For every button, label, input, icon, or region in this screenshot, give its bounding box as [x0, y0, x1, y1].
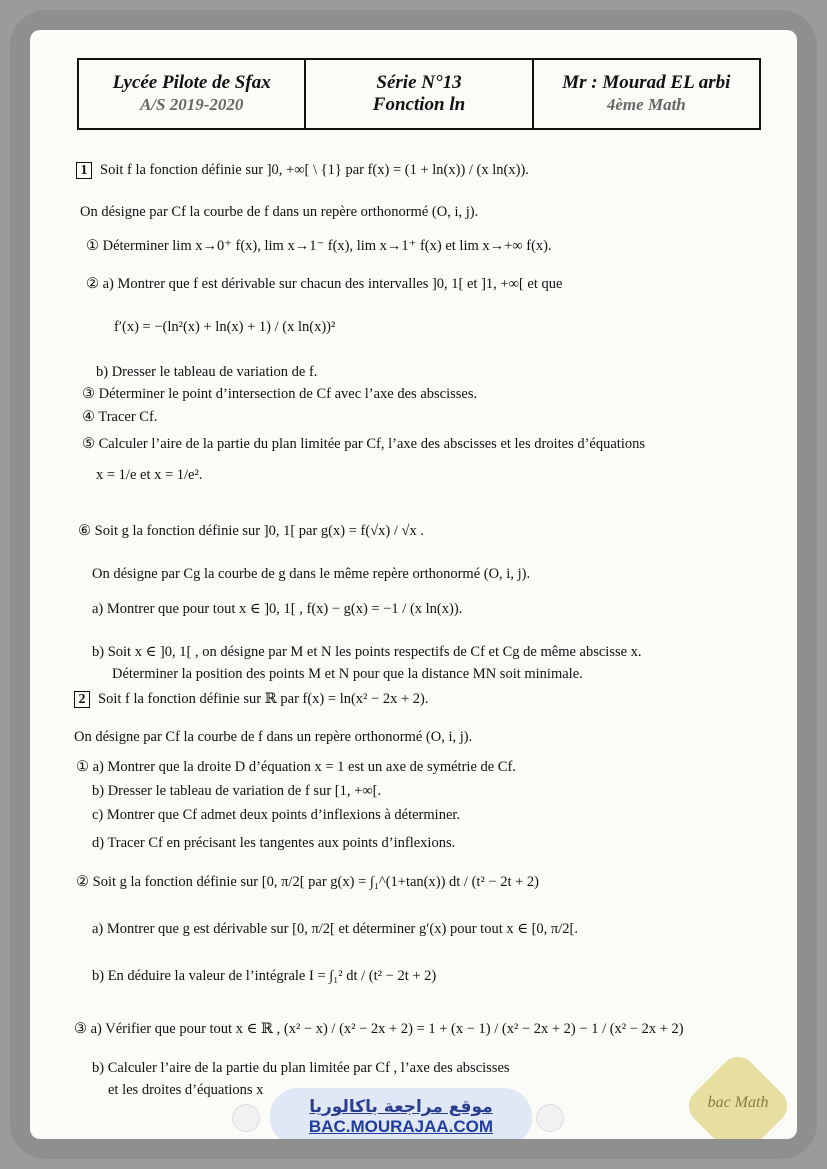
subject-title: Fonction ln [372, 94, 466, 115]
header-teacher-cell [534, 60, 759, 128]
question-3a: ③ a) Vérifier que pour tout x ∈ ℝ , (x² − x) / (x² − 2x + 2) = 1 + (x − 1) / (x² − 2x + 2) − 1 / (x² − 2x + 2) [74, 1021, 684, 1037]
question-2: ② Soit g la fonction définie sur [0, π/2[ par g(x) = ∫₁^(1+tan(x)) dt / (t² − 2t + 2) [76, 874, 540, 890]
question-3b-continued: et les droites d’équations x [108, 1082, 264, 1098]
question-1a: ① a) Montrer que la droite D d’équation x = 1 est un axe de symétrie de Cf. [76, 759, 516, 775]
class-level: 4ème Math [606, 95, 686, 114]
bac-math-logo-text: bac Math [707, 1094, 769, 1111]
question-6a: a) Montrer que pour tout x ∈ ]0, 1[ , f(x) − g(x) = −1 / (x ln(x)). [92, 601, 463, 617]
header-serie-cell [306, 60, 533, 128]
document-page [30, 30, 797, 1139]
question-6: ⑥ Soit g la fonction définie sur ]0, 1[ par g(x) = f(√x) / √x . [78, 523, 424, 539]
question-2a: ② a) Montrer que f est dérivable sur chacun des intervalles ]0, 1[ et ]1, +∞[ et que [86, 276, 563, 292]
exercise-1-number: 1 [76, 162, 92, 179]
text-line: On désigne par Cf la courbe de f dans un repère orthonormé (O, i, j). [74, 729, 473, 745]
header-school-cell [79, 60, 306, 128]
exercise-2-statement: 2 Soit f la fonction définie sur ℝ par f(x) = ln(x² − 2x + 2). [74, 690, 428, 708]
question-2a: a) Montrer que g est dérivable sur [0, π/2[ et déterminer g′(x) pour tout x ∈ [0, π/2[. [92, 921, 578, 937]
document-header [77, 58, 761, 130]
question-2b: b) En déduire la valeur de l’intégrale I = ∫₁² dt / (t² − 2t + 2) [92, 968, 437, 984]
text-line: On désigne par Cf la courbe de f dans un repère orthonormé (O, i, j). [80, 204, 479, 220]
question-6b: b) Soit x ∈ ]0, 1[ , on désigne par M et N les points respectifs de Cf et Cg de même abscisse x. [92, 644, 642, 660]
school-name: Lycée Pilote de Sfax [112, 72, 271, 93]
derivative-formula: f′(x) = −(ln²(x) + ln(x) + 1) / (x ln(x))² [114, 319, 336, 335]
question-3: ③ Déterminer le point d’intersection de Cf avec l’axe des abscisses. [82, 386, 478, 402]
question-1b: b) Dresser le tableau de variation de f sur [1, +∞[. [92, 783, 382, 799]
website-arabic-name: موقع مراجعة باكالوريا [309, 1097, 493, 1117]
teacher-name: Mr : Mourad EL arbi [562, 72, 731, 93]
question-6b-continued: Déterminer la position des points M et N pour que la distance MN soit minimale. [112, 666, 583, 682]
serie-title: Série N°13 [376, 72, 462, 93]
website-url[interactable]: BAC.MOURAJAA.COM [308, 1117, 494, 1136]
school-year: A/S 2019-2020 [139, 95, 244, 114]
exercise-1-statement: 1 Soit f la fonction définie sur ]0, +∞[ \ {1} par f(x) = (1 + ln(x)) / (x ln(x)). [76, 161, 529, 179]
text-line: On désigne par Cg la courbe de g dans le même repère orthonormé (O, i, j). [92, 566, 531, 582]
question-5-bounds: x = 1/e et x = 1/e². [96, 467, 203, 483]
question-1-limits: ① Déterminer lim x→0⁺ f(x), lim x→1⁻ f(x), lim x→1⁺ f(x) et lim x→+∞ f(x). [86, 238, 552, 254]
question-1c: c) Montrer que Cf admet deux points d’inflexions à déterminer. [92, 807, 461, 823]
left-logo-icon [232, 1104, 260, 1132]
question-5: ⑤ Calculer l’aire de la partie du plan limitée par Cf, l’axe des abscisses et les droites d’équations [82, 436, 646, 452]
right-logo-icon [536, 1104, 564, 1132]
question-1d: d) Tracer Cf en précisant les tangentes aux points d’inflexions. [92, 835, 456, 851]
question-4: ④ Tracer Cf. [82, 409, 158, 425]
website-banner[interactable] [270, 1088, 532, 1139]
question-2b: b) Dresser le tableau de variation de f. [96, 364, 318, 380]
question-3b: b) Calculer l’aire de la partie du plan limitée par Cf , l’axe des abscisses [92, 1060, 510, 1076]
exercise-2-number: 2 [74, 691, 90, 708]
